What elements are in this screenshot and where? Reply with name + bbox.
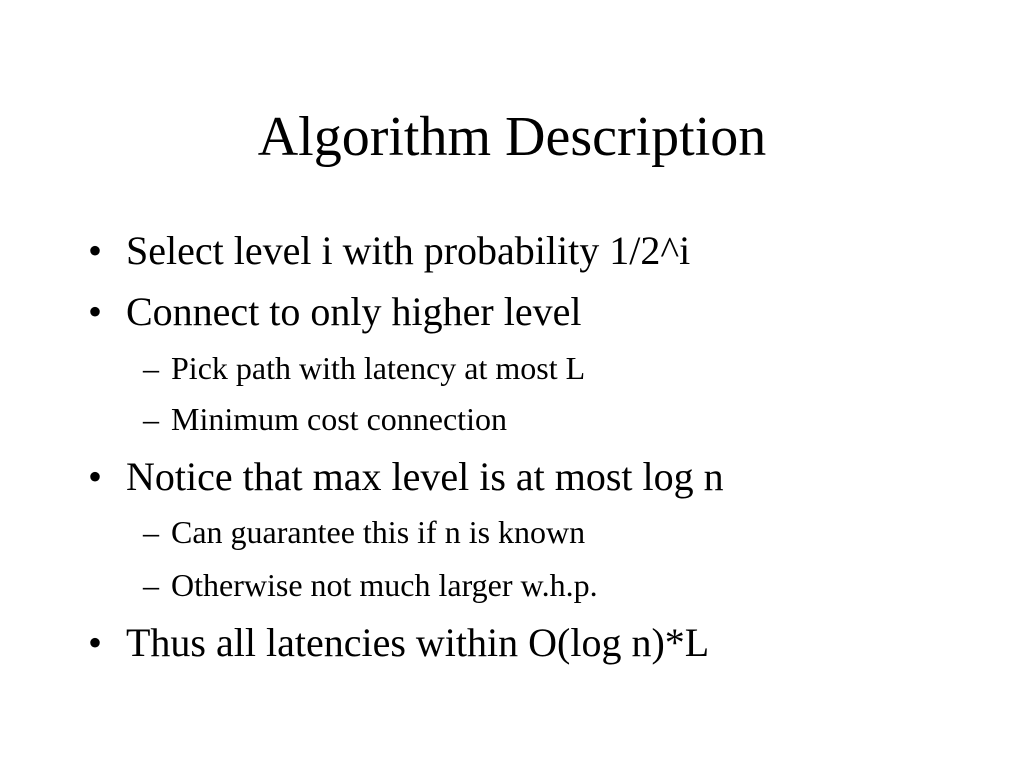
bullet-marker: • [88, 454, 103, 499]
bullet-marker: • [88, 228, 103, 273]
sub-bullet-item [143, 399, 507, 439]
bullet-text: Notice that max level is at most log n [126, 454, 724, 499]
bullet-text: Connect to only higher level [126, 289, 582, 334]
dash-marker: – [143, 350, 159, 386]
bullet-item [88, 227, 691, 275]
bullet-text: Select level i with probability 1/2^i [126, 228, 691, 273]
sub-bullet-text: Otherwise not much larger w.h.p. [171, 567, 598, 603]
sub-bullet-item [143, 348, 586, 388]
bullet-item [88, 288, 582, 336]
dash-marker: – [143, 514, 159, 550]
sub-bullet-text: Can guarantee this if n is known [171, 514, 586, 550]
bullet-item [88, 619, 710, 667]
bullet-marker: • [88, 289, 103, 334]
bullet-text: Thus all latencies within O(log n)*L [126, 620, 710, 665]
sub-bullet-item [143, 512, 586, 552]
slide-title: Algorithm Description [257, 106, 767, 168]
sub-bullet-text: Minimum cost connection [171, 401, 507, 437]
bullet-item [88, 453, 724, 501]
bullet-marker: • [88, 620, 103, 665]
dash-marker: – [143, 567, 159, 603]
sub-bullet-text: Pick path with latency at most L [171, 350, 586, 386]
dash-marker: – [143, 401, 159, 437]
sub-bullet-item [143, 565, 598, 605]
